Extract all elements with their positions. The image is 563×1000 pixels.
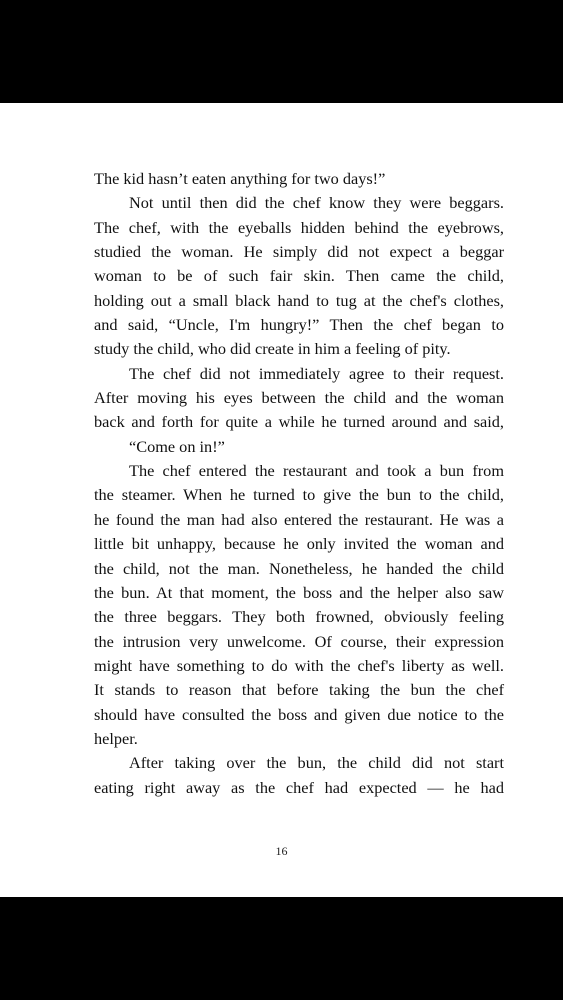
text-line: eating right away as the chef had expected — he had	[94, 777, 504, 797]
text-line: studied the woman. He simply did not expect a beggar	[94, 242, 504, 262]
text-line: might have something to do with the chef's liberty as well.	[94, 655, 504, 675]
text-line: holding out a small black hand to tug at the chef's clothes,	[94, 290, 504, 310]
text-line: study the child, who did create in him a feeling of pity.	[94, 339, 451, 359]
text-line: the intrusion very unwelcome. Of course, their expression	[94, 631, 504, 651]
text-line: little bit unhappy, because he only invited the woman and	[94, 534, 504, 554]
top-black-bar	[0, 0, 563, 103]
text-line: “Come on in!”	[129, 436, 225, 456]
text-line: After moving his eyes between the child and the woman	[94, 388, 504, 408]
text-line: The chef did not immediately agree to their request.	[129, 363, 504, 383]
text-line: It stands to reason that before taking the bun the chef	[94, 680, 504, 700]
text-line: The kid hasn’t eaten anything for two days!”	[94, 169, 386, 188]
text-line: helper.	[94, 728, 138, 748]
text-line: The chef, with the eyeballs hidden behind the eyebrows,	[94, 217, 504, 237]
body-text	[94, 167, 504, 800]
text-line: After taking over the bun, the child did not start	[129, 753, 504, 773]
text-line: the child, not the man. Nonetheless, he handed the child	[94, 558, 504, 578]
text-line: Not until then did the chef know they were beggars.	[129, 193, 504, 213]
text-line: The chef entered the restaurant and took a bun from	[129, 461, 504, 481]
text-line: the steamer. When he turned to give the bun to the child,	[94, 485, 504, 505]
text-line: should have consulted the boss and given due notice to the	[94, 704, 504, 724]
text-line: the three beggars. They both frowned, obviously feeling	[94, 607, 504, 627]
text-line: and said, “Uncle, I'm hungry!” Then the chef began to	[94, 315, 504, 335]
text-line: woman to be of such fair skin. Then came the child,	[94, 266, 504, 286]
book-page[interactable]	[0, 103, 563, 897]
bottom-black-bar	[0, 897, 563, 1000]
text-line: back and forth for quite a while he turned around and said,	[94, 412, 504, 432]
text-line: he found the man had also entered the restaurant. He was a	[94, 509, 504, 529]
text-line: the bun. At that moment, the boss and the helper also saw	[94, 582, 504, 602]
page-number: 16	[275, 844, 288, 858]
